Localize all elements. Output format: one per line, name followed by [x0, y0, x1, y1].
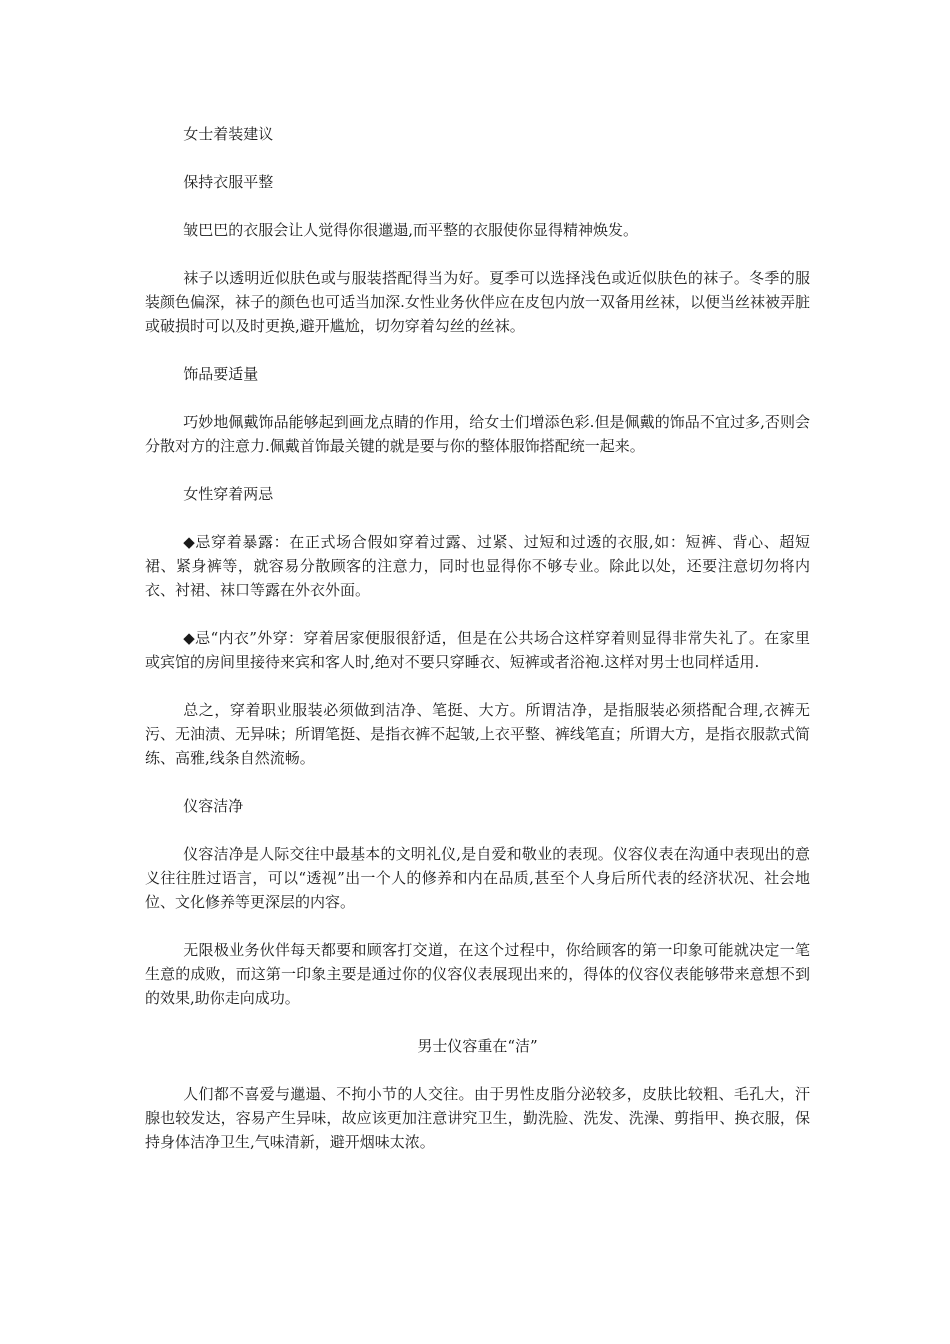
subheading-accessories: 饰品要适量	[183, 365, 259, 383]
paragraph-wrinkled-clothes: 皱巴巴的衣服会让人觉得你很邋遢,而平整的衣服使你显得精神焕发。	[183, 221, 639, 239]
paragraph-taboo-underwear: ◆忌“内衣”外穿：穿着居家便服很舒适，但是在公共场合这样穿着则显得非常失礼了。在家里或宾馆的房间里接待来宾和客人时,绝对不要只穿睡衣、短裤或者浴袍.这样对男士也同样适用.	[145, 629, 810, 671]
subheading-keep-clothes-neat: 保持衣服平整	[183, 173, 274, 191]
paragraph-stockings: 袜子以透明近似肤色或与服装搭配得当为好。夏季可以选择浅色或近似肤色的袜子。冬季的服装颜色偏深，袜子的颜色也可适当加深.女性业务伙伴应在皮包内放一双备用丝袜，以便当丝袜被弄脏或破损时可以及时更换,避开尴尬，切勿穿着勾丝的丝袜。	[145, 269, 810, 335]
paragraph-accessories: 巧妙地佩戴饰品能够起到画龙点睛的作用，给女士们增添色彩.但是佩戴的饰品不宜过多,否则会分散对方的注意力.佩戴首饰最关键的就是要与你的整体服饰搭配统一起来。	[145, 413, 810, 455]
paragraph-summary: 总之，穿着职业服装必须做到洁净、笔挺、大方。所谓洁净，是指服装必须搭配合理,衣裤无污、无油渍、无异味；所谓笔挺、是指衣裤不起皱,上衣平整、裤线笔直；所谓大方，是指衣服款式简练、高雅,线条自然流畅。	[145, 701, 810, 767]
heading-men-cleanliness: 男士仪容重在“洁”	[417, 1037, 538, 1055]
paragraph-taboo-exposure: ◆忌穿着暴露：在正式场合假如穿着过露、过紧、过短和过透的衣服,如：短裤、背心、超短裙、紧身裤等，就容易分散顾客的注意力，同时也显得你不够专业。除此以处，还要注意切勿将内衣、衬裙、袜口等露在外衣外面。	[145, 533, 810, 599]
subheading-two-taboos: 女性穿着两忌	[183, 485, 274, 503]
paragraph-clean-appearance: 仪容洁净是人际交往中最基本的文明礼仪,是自爱和敬业的表现。仪容仪表在沟通中表现出的意义往往胜过语言，可以“透视”出一个人的修养和内在品质,甚至个人身后所代表的经济状况、社会地位、文化修养等更深层的内容。	[145, 845, 810, 911]
subheading-clean-appearance: 仪容洁净	[183, 797, 244, 815]
section-heading-women-dress: 女士着装建议	[183, 125, 274, 143]
paragraph-first-impression: 无限极业务伙伴每天都要和顾客打交道，在这个过程中，你给顾客的第一印象可能就决定一笔生意的成败，而这第一印象主要是通过你的仪容仪表展现出来的，得体的仪容仪表能够带来意想不到的效果,助你走向成功。	[145, 941, 810, 1007]
paragraph-men-hygiene: 人们都不喜爱与邋遢、不拘小节的人交往。由于男性皮脂分泌较多，皮肤比较粗、毛孔大，汗腺也较发达，容易产生异味，故应该更加注意讲究卫生，勤洗脸、洗发、洗澡、剪指甲、换衣服，保持身体洁净卫生,气味清新，避开烟味太浓。	[145, 1085, 810, 1151]
document-body	[145, 122, 810, 1178]
